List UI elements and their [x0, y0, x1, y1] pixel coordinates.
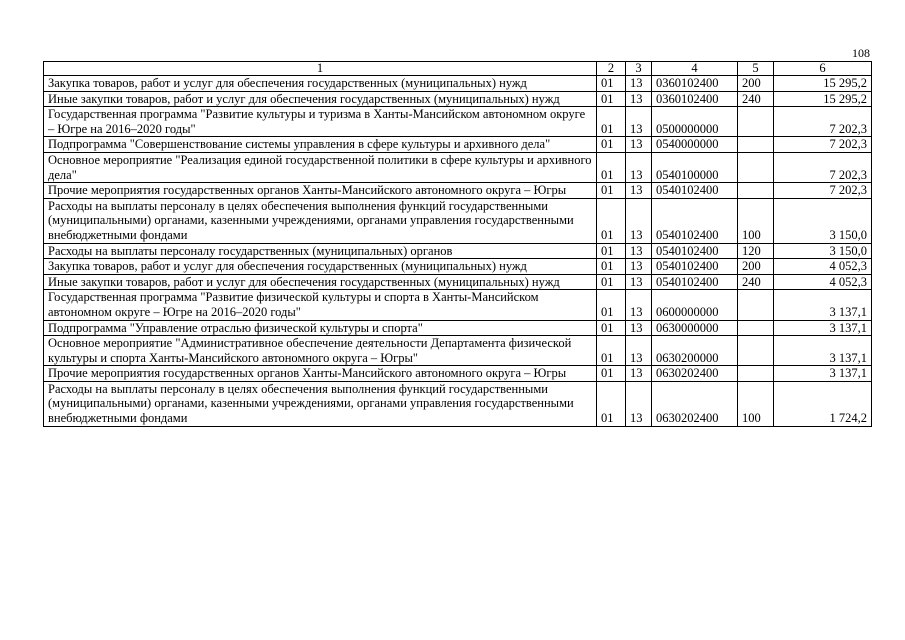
- row-section: 01: [597, 366, 626, 382]
- row-section: 01: [597, 137, 626, 153]
- row-section: 01: [597, 183, 626, 199]
- row-target-code: 0540102400: [652, 259, 738, 275]
- row-amount: 15 295,2: [774, 76, 872, 92]
- table-row: [44, 243, 872, 259]
- row-expense-type: [738, 366, 774, 382]
- row-section: 01: [597, 259, 626, 275]
- row-target-code: 0540102400: [652, 183, 738, 199]
- row-name: Расходы на выплаты персоналу в целях обеспечения выполнения функций государственными (муниципальными) органами, казенными учреждениями, органами управления государственными внебюджетными фондами: [44, 381, 597, 426]
- row-target-code: 0360102400: [652, 91, 738, 107]
- table-row: [44, 274, 872, 290]
- table-row: [44, 381, 872, 426]
- row-subsection: 13: [626, 366, 652, 382]
- row-name: Прочие мероприятия государственных органов Ханты-Мансийского автономного округа – Югры: [44, 183, 597, 199]
- row-expense-type: [738, 320, 774, 336]
- row-amount: 3 137,1: [774, 336, 872, 366]
- row-section: 01: [597, 290, 626, 320]
- row-expense-type: 100: [738, 198, 774, 243]
- row-name: Иные закупки товаров, работ и услуг для обеспечения государственных (муниципальных) нужд: [44, 274, 597, 290]
- row-name: Закупка товаров, работ и услуг для обеспечения государственных (муниципальных) нужд: [44, 259, 597, 275]
- row-target-code: 0540102400: [652, 243, 738, 259]
- header-row: [44, 62, 872, 76]
- row-expense-type: [738, 137, 774, 153]
- row-target-code: 0630202400: [652, 366, 738, 382]
- row-section: 01: [597, 274, 626, 290]
- table-row: [44, 183, 872, 199]
- row-amount: 1 724,2: [774, 381, 872, 426]
- row-target-code: 0540100000: [652, 152, 738, 182]
- row-section: 01: [597, 91, 626, 107]
- row-name: Основное мероприятие "Административное обеспечение деятельности Департамента физической культуры и спорта Ханты-Мансийского автономного округа – Югры": [44, 336, 597, 366]
- row-name: Подпрограмма "Управление отраслью физической культуры и спорта": [44, 320, 597, 336]
- row-expense-type: 120: [738, 243, 774, 259]
- row-subsection: 13: [626, 320, 652, 336]
- row-section: 01: [597, 320, 626, 336]
- col-header-subsection: 3: [626, 62, 652, 76]
- row-expense-type: [738, 183, 774, 199]
- row-subsection: 13: [626, 91, 652, 107]
- row-amount: 4 052,3: [774, 259, 872, 275]
- row-section: 01: [597, 381, 626, 426]
- row-subsection: 13: [626, 198, 652, 243]
- row-amount: 3 150,0: [774, 243, 872, 259]
- table-body: [44, 62, 872, 427]
- row-subsection: 13: [626, 336, 652, 366]
- row-target-code: 0540000000: [652, 137, 738, 153]
- table-row: [44, 320, 872, 336]
- row-amount: 3 150,0: [774, 198, 872, 243]
- row-target-code: 0630200000: [652, 336, 738, 366]
- row-expense-type: [738, 152, 774, 182]
- table-row: [44, 107, 872, 137]
- row-section: 01: [597, 243, 626, 259]
- table-row: [44, 366, 872, 382]
- row-name: Государственная программа "Развитие физической культуры и спорта в Ханты-Мансийском автономном округе – Югре на 2016–2020 годы": [44, 290, 597, 320]
- row-subsection: 13: [626, 259, 652, 275]
- row-amount: 7 202,3: [774, 137, 872, 153]
- col-header-target-code: 4: [652, 62, 738, 76]
- row-target-code: 0360102400: [652, 76, 738, 92]
- row-name: Прочие мероприятия государственных органов Ханты-Мансийского автономного округа – Югры: [44, 366, 597, 382]
- row-section: 01: [597, 76, 626, 92]
- row-subsection: 13: [626, 243, 652, 259]
- table-row: [44, 137, 872, 153]
- row-amount: 7 202,3: [774, 152, 872, 182]
- row-name: Подпрограмма "Совершенствование системы управления в сфере культуры и архивного дела": [44, 137, 597, 153]
- table-row: [44, 259, 872, 275]
- row-expense-type: [738, 290, 774, 320]
- row-target-code: 0540102400: [652, 198, 738, 243]
- budget-table: [43, 61, 872, 427]
- row-subsection: 13: [626, 290, 652, 320]
- row-subsection: 13: [626, 274, 652, 290]
- row-section: 01: [597, 152, 626, 182]
- row-name: Расходы на выплаты персоналу государственных (муниципальных) органов: [44, 243, 597, 259]
- row-subsection: 13: [626, 137, 652, 153]
- row-target-code: 0630202400: [652, 381, 738, 426]
- row-name: Расходы на выплаты персоналу в целях обеспечения выполнения функций государственными (муниципальными) органами, казенными учреждениями, органами управления государственными внебюджетными фондами: [44, 198, 597, 243]
- row-subsection: 13: [626, 76, 652, 92]
- row-name: Государственная программа "Развитие культуры и туризма в Ханты-Мансийском автономном округе – Югре на 2016–2020 годы": [44, 107, 597, 137]
- table-row: [44, 76, 872, 92]
- page-number: 108: [852, 46, 870, 60]
- table-row: [44, 290, 872, 320]
- row-expense-type: 100: [738, 381, 774, 426]
- row-expense-type: 240: [738, 91, 774, 107]
- col-header-amount: 6: [774, 62, 872, 76]
- row-expense-type: 200: [738, 259, 774, 275]
- row-subsection: 13: [626, 381, 652, 426]
- row-amount: 4 052,3: [774, 274, 872, 290]
- row-target-code: 0600000000: [652, 290, 738, 320]
- row-section: 01: [597, 107, 626, 137]
- row-subsection: 13: [626, 107, 652, 137]
- row-name: Иные закупки товаров, работ и услуг для обеспечения государственных (муниципальных) нужд: [44, 91, 597, 107]
- row-expense-type: [738, 107, 774, 137]
- row-amount: 3 137,1: [774, 366, 872, 382]
- row-section: 01: [597, 198, 626, 243]
- table-row: [44, 152, 872, 182]
- row-section: 01: [597, 336, 626, 366]
- row-expense-type: 240: [738, 274, 774, 290]
- row-amount: 3 137,1: [774, 290, 872, 320]
- row-expense-type: [738, 336, 774, 366]
- table-row: [44, 91, 872, 107]
- row-subsection: 13: [626, 152, 652, 182]
- row-amount: 15 295,2: [774, 91, 872, 107]
- row-amount: 3 137,1: [774, 320, 872, 336]
- col-header-expense-type: 5: [738, 62, 774, 76]
- col-header-name: 1: [44, 62, 597, 76]
- row-target-code: 0500000000: [652, 107, 738, 137]
- row-name: Основное мероприятие "Реализация единой государственной политики в сфере культуры и архивного дела": [44, 152, 597, 182]
- row-amount: 7 202,3: [774, 183, 872, 199]
- col-header-section: 2: [597, 62, 626, 76]
- table-row: [44, 198, 872, 243]
- table-row: [44, 336, 872, 366]
- row-target-code: 0630000000: [652, 320, 738, 336]
- row-target-code: 0540102400: [652, 274, 738, 290]
- row-subsection: 13: [626, 183, 652, 199]
- row-amount: 7 202,3: [774, 107, 872, 137]
- row-name: Закупка товаров, работ и услуг для обеспечения государственных (муниципальных) нужд: [44, 76, 597, 92]
- row-expense-type: 200: [738, 76, 774, 92]
